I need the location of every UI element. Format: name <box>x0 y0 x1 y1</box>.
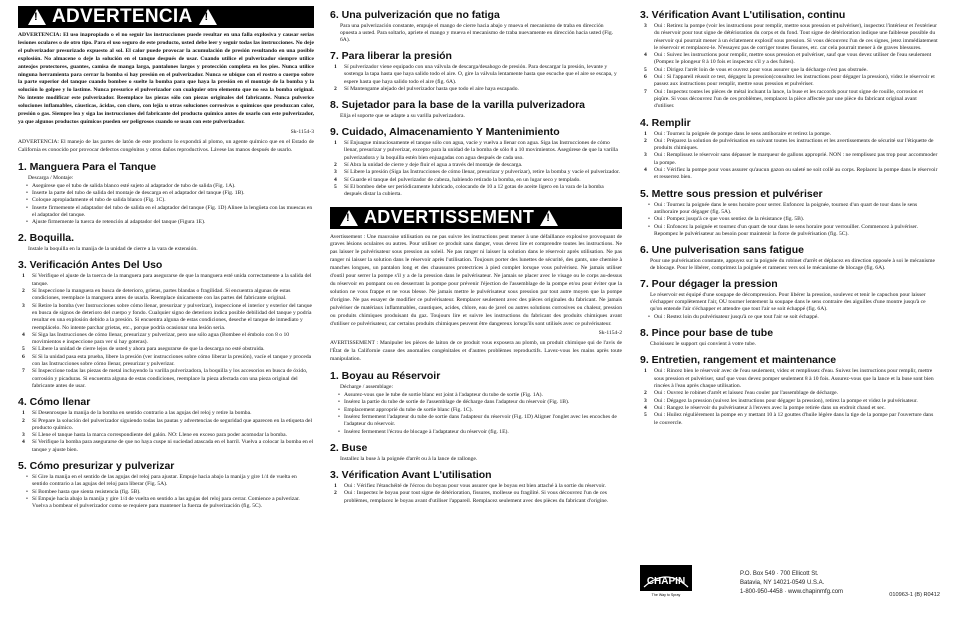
list-item: 7 Sí Inspeccione todas las piezas de metal incluyendo la varilla pulverizadora, la boquilla y los accesorios en busca de óxido, corrosión y picaduras. Si encuentra alguna de estas condiciones, reemplace la pieza afectada con una pieza original del fabricante antes de usar. <box>22 368 308 389</box>
section-title: 2. Buse <box>330 441 368 454</box>
list-item: • Insérez fermement l'écrou de blocage à l'adaptateur du réservoir (fig. 1E). <box>330 429 622 436</box>
list-item: 3 Oui : Dégagez la pression (suivez les instructions pour dégager la pression), retirez la pompe et videz le pulvérisateur. <box>644 397 918 404</box>
list-item: • Oui : Tournez la poignée dans le sens horaire pour serrer. Enfoncez la poignée, tournez d'un quart de tour dans le sens antihoraire pour dégager (fig. 5A). <box>640 202 938 217</box>
section-title: 6. Una pulverización que no fatiga <box>330 9 500 21</box>
list-item: 3 Oui : Retirez la pompe (voir les instructions pour remplir, mettre sous pression et pulvériser), inspectez l'intérieur et l'extérieur du réservoir pour tout signe de détérioration du corps et du fond. Tout signe de détérioration indique une faiblesse possible du réservoir qui pourrait mener à un éclatement explosif sous pression. Si vous découvrez l'un de ces signes, jetez immédiatement le réservoir et remplacez-le. N'essayez pas de corriger toutes fissures, etc. car cela pourrait mener à de graves blessures. <box>644 23 938 51</box>
section-title: 4. Remplir <box>640 116 691 129</box>
list-item: 5 Sí Libere la unidad de cierre lejos de usted y ahora para asegurarse de que la descarga no esté obstruida. <box>22 346 265 353</box>
list-item: 2 Oui : Ouvrez le robinet d'arrêt et laissez l'eau couler par l'assemblage de décharge. <box>644 390 839 397</box>
footer <box>640 565 940 609</box>
section-title: 5. Mettre sous pression et pulvériser <box>640 187 823 200</box>
section-text: Para una pulverización constante, empuje el mango de cierre hacia abajo y mueva el mecanismo de traba en dirección opuesta a usted. Para soltarlo, apriete el mango y mueva el mecanismo de traba nuevamente en dirección hacia usted (Fig. 6A). <box>340 23 614 43</box>
list-item: 3 Sí Retire la bomba (ver Instrucciones sobre cómo llenar, presurizar y pulverizar), inspeccione el interior y exterior del tanque en busca de signos de deterioro del cuerpo y fondo. Cualquier signo de deterioro indica posible debilidad del tanque y podría resultar en una explosión debido a la presión. Si encuentra alguna de estas condiciones, deseche el tanque de inmediato y reemplácelo. No intente parchar grietas, etc., porque podría ocasionar una lesión seria. <box>22 302 312 331</box>
list-item: 2 Oui : Préparez la solution de pulvérisation en suivant toutes les instructions et les avertissements de sécurité sur l'étiquette de produits chimiques. <box>644 137 934 152</box>
list-item: 1 Sí Desenrosque la manija de la bomba en sentido contrario a las agujas del reloj y retire la bomba. <box>22 410 252 417</box>
list-item: 3 Oui : Remplissez le réservoir sans dépasser le marqueur de gallons approprié. NON : ne remplissez pas trop pour accommoder la pompe. <box>644 152 938 166</box>
section-title: 4. Cómo llenar <box>18 396 91 409</box>
address-line: 1-800-950-4458 · www.chapinmfg.com <box>740 589 844 595</box>
f1-list <box>330 392 622 436</box>
advertencia-banner <box>18 6 314 28</box>
list-item: • Asegúrese que el tubo de salida blanco esté sujeto al adaptador de tubo de salida (Fig. 1A). <box>18 183 314 190</box>
list-item: 4 Oui : Vérifiez la pompe pour vous assurer qu'aucun gazon ou saleté ne soit collé au corps. Replacez la pompe dans le réservoir et resserrez bien. <box>644 167 938 181</box>
list-item: 4 Sí Siga las Instrucciones de cómo llenar, presurizar y pulverizar, pero use sólo agua (Bombee el émbolo con 8 o 10 movimientos e inspeccione para ver si hay goteras). <box>22 331 290 346</box>
section-text: Elija el soporte que se adapte a su varilla pulverizadora. <box>340 113 465 120</box>
f5-list <box>640 202 938 238</box>
list-item: • Emplacement approprié du tube de sortie blanc (Fig. 1C). <box>330 407 622 414</box>
advertissement-banner <box>330 207 622 229</box>
s4-list <box>18 410 314 454</box>
list-item: 2 Sí Abra la unidad de cierre y deje fluir el agua a través del montaje de descarga. <box>334 162 523 169</box>
section-title: 3. Vérification Avant L'utilisation <box>330 468 492 481</box>
lead-warning-text: ADVERTENCIA: El manejo de las partes de latón de este producto lo expondrá al plomo, un agente químico que en el Estado de California es conocido por provocar defectos congénitos y otros daños reproductivos. Lávese las manos después de usarlo. <box>18 138 314 153</box>
logo-tagline: The Way to Spray <box>651 593 681 597</box>
banner-title: ADVERTENCIA <box>52 6 193 27</box>
section-text: Choisissez le support qui convient à votre tube. <box>650 341 756 348</box>
list-item: 3 Sí Llene el tanque hasta la marca correspondiente del galón. NO: Llene en exceso para poder acomodar la bomba. <box>22 432 288 439</box>
section-title: 7. Pour dégager la pression <box>640 278 778 291</box>
list-item: • Ajuste firmemente la tuerca de retención al adaptador del tanque (Figura 1E). <box>18 219 314 226</box>
list-item: 5 Oui : Dirigez l'arrêt loin de vous et ouvrez pour vous assurer que la décharge n'est pas obstruée. <box>644 66 868 73</box>
company-address <box>740 570 843 597</box>
list-item: • Oui : Restez loin du pulvérisateur jusqu'à ce que tout l'air se soit échappé. <box>640 314 938 321</box>
list-item: • Sí Bombee hasta que sienta resistencia (fig. 5B). <box>18 489 314 496</box>
warning-text: ADVERTENCIA: El uso inapropiado o el no seguir las instrucciones puede resultar en una falla explosiva y causar serias lesiones oculares o de otro tipo. Para el uso seguro de este producto, usted debe leer y seguir todas las instrucciones. No deje el pulverizador presurizado expuesto al sol. El calor puede provocar la acumulación de presión resultando en una posible explosión. No almacene o deje la solución en el tanque después de usar. Cuando utilice el pulverizador siempre utilice anteojos protectores, guantes, camisa de manga larga, pantalones largos y protección completa en los pies. Nunca utilice ninguna herramienta para cerrar la bomba si hay presión en el pulverizador. Nunca se ubique con el rostro o cuerpo sobre la parte superior del tanque cuando bombee o suelte la bomba para que haya la presión en el montaje de la bomba y la solución lo golpee y lo lastime. Nunca presurice el pulverizador con cualquier otro elemento que no sea la bomba original. No intente modificar este pulverizador. Reemplace las piezas sólo con piezas originales del fabricante. Nunca pulverice soluciones inflamables, cáusticas, ácidas, con cloro, con lejía u otras soluciones corrosivas o químicos que produzcan calor, presión o gas. Siempre lea y siga las instrucciones del fabricante del producto químico antes de usarlo con este pulverizador, ya que algunos productos químicos pueden ser peligrosos cuando se usan con este pulverizador. <box>18 32 314 125</box>
section-title: 3. Vérification Avant L'utilisation, continu <box>640 9 846 21</box>
s7-list <box>330 64 622 93</box>
list-item: 1 Oui : Tournez la poignée de pompe dans le sens antihoraire et retirez la pompe. <box>644 130 832 137</box>
section-title: 8. Pince pour base de tube <box>640 327 774 340</box>
list-item: 6 Sí Si la unidad pasa esta prueba, libere la presión (ver instrucciones sobre cómo liberar la presión), vacíe el tanque y proceda con las Instrucciones sobre cómo llenar, presurizar y pulverizar. <box>22 353 312 368</box>
list-item: 1 Sí pulverizador viene equipado con una válvula de descarga/desahogo de presión. Para descargar la presión, levante y sostenga la tapa hasta que haya salido todo el aire. O, gire la válvula lentamente hasta que escuche que el aire se escapa, y espere hasta que haya salido todo el aire (fig. 6A). <box>334 64 617 85</box>
lead-warning-text: AVERTISSEMENT : Manipuler les pièces de laiton de ce produit vous exposera au plomb, un produit chimique qui de l'avis de l'État de la Californie cause des anomalies congénitales et d'autres problèmes reproductifs. Lavez-vous les mains après toute manipulation. <box>330 340 622 363</box>
french-column-3 <box>640 6 938 558</box>
list-item: 2 Sí Inspeccione la manguera en busca de deterioro, grietas, partes blandas o fragilidad. Si encuentra algunas de estas condiciones, reemplace la manguera antes de usarla. Reemplace únicamente con las partes del fabricante original. <box>22 288 291 302</box>
s9-list <box>330 140 622 198</box>
chapin-logo-icon <box>640 565 692 599</box>
list-item: • Assurez-vous que le tube de sortie blanc est joint à l'adapteur du tube de sortie (Fig. 1A). <box>330 392 622 399</box>
warning-triangle-icon: ! <box>340 210 358 226</box>
list-item: 1 Oui : Vérifiez l'étanchéité de l'écrou du boyau pour vous assurer que le boyau est bien attaché à la sortie du réservoir. <box>334 482 606 489</box>
section-title: 7. Para liberar la presión <box>330 50 452 62</box>
s5-list <box>18 474 314 510</box>
section-title: 9. Entretien, rangement et maintenance <box>640 354 837 367</box>
section-title: 3. Verificación Antes Del Uso <box>18 259 163 272</box>
list-item: 4 Sí Guarde el tanque del pulverizador de cabeza, habiendo retirado la bomba, en un lugar seco y templado. <box>334 176 581 183</box>
section-title: 5. Cómo presurizar y pulverizar <box>18 460 175 472</box>
banner-title: ADVERTISSEMENT <box>364 207 535 228</box>
s3-list <box>18 273 314 390</box>
f3-list <box>330 483 622 505</box>
mixed-column-2 <box>330 6 622 612</box>
section-title: 9. Cuidado, Almacenamiento Y Mantenimiento <box>330 126 560 139</box>
list-item: 4 Sí Verifique la bomba para asegurarse de que no haya cuspe ni suciedad atascada en el barril. Vuelva a colocar la bomba en el tanque y ajuste bien. <box>22 439 314 453</box>
warning-triangle-icon: ! <box>199 9 217 25</box>
list-item: 5 Sí El bombeo debe ser periódicamente lubricado, colocando de 10 a 12 gotas de aceite ligero en la vara de la bomba después distar la cubierta. <box>334 183 604 198</box>
section-text: Instale la boquilla en la manija de la unidad de cierre a la vara de extensión. <box>28 246 198 253</box>
warning-triangle-icon: ! <box>28 9 46 25</box>
section-title: 1. Boyau au Réservoir <box>330 370 441 383</box>
list-item: 1 Sí Verifique el ajuste de la tuerca de la manguera para asegurarse de que la manguera esté unida correctamente a la salida del tanque. <box>22 273 312 287</box>
part-number: 010963-1 (B) R0412 <box>889 592 940 598</box>
warning-triangle-icon: ! <box>540 210 558 226</box>
list-item: • Oui : Enfoncez la poignée et tournez d'un quart de tour dans le sens horaire pour verrouiller. Commencez à pulvériser. Repompez le pulvérisateur au besoin pour maintenir la force de pulvérisation (fig. 5C). <box>640 224 938 239</box>
list-item: • Oui : Pompez jusqu'à ce que vous sentiez de la résistance (fig. 5B). <box>640 216 938 223</box>
f7-list <box>640 314 938 321</box>
address-line: P.O. Box 549 · 700 Ellicott St. <box>740 571 819 577</box>
section-text: Installez la buse à la poignée d'arrêt ou à la lance de rallonge. <box>340 455 478 462</box>
list-item: 4 Oui : Rangez le réservoir du pulvérisateur à l'envers avec la pompe retirée dans un endroit chaud et sec. <box>644 404 886 411</box>
sk-code: Sk-1154-3 <box>290 128 314 135</box>
section-text: Pour une pulvérisation constante, appuyez sur la poignée du robinet d'arrêt et déplacez en direction opposée à soi le mécanisme de blocage. Pour le libérer, comprimez la poignée et ramenez vers soi le mécanisme de blocage (fig. 6A). <box>650 258 935 272</box>
list-item: 4 Oui : Suivez les instructions pour remplir, mettre sous pression et pulvériser, sauf que vous devez utiliser de l'eau seulement (Pompez le plongeur 8 à 10 fois et inspectez s'il y a des fuites). <box>644 52 932 66</box>
list-item: 2 Sí Mantengame alejado del pulverizador hasta que todo el aire haya escapado. <box>334 85 519 92</box>
sk-code: Sk-1154-2 <box>598 330 622 337</box>
list-item: • Coloque apropiadamente el tubo de salida blanco (Fig. 1C). <box>18 197 314 204</box>
section-title: 2. Boquilla. <box>18 232 75 245</box>
section-title: 8. Sujetador para la base de la varilla pulverizadora <box>330 99 586 112</box>
section-subtitle: Descarga / Montaje: <box>28 174 74 181</box>
list-item: 6 Oui : Si l'appareil réussit ce test, dégagez la pression(consultez les instructions pour dégager la pression), videz le réservoir et passez aux instructions pour remplir, mettre sous pression et pulvériser. <box>644 74 935 88</box>
list-item: 1 Sí Enjuague minuciosamente el tanque sólo con agua, vacíe y vuelva a llenar con agua. Siga las Instrucciones de cómo llenar, presurizar y pulverizar, excepto para la unidad de la bomba de sólo 8 a 10 movimientos. Asegúrese de que la varilla pulverizadora y la boquilla estén bien enjuagadas con agua después de cada uso. <box>334 140 618 161</box>
f3c-list <box>640 23 938 111</box>
list-item: • Inserte firmemente el adaptador del tubo de salida en el adaptador del tanque (Fig. 1D) Alinee la lengüeta con las muescas en el adaptador del tanque. <box>18 205 314 220</box>
section-title: 6. Une pulverisation sans fatigue <box>640 244 804 257</box>
list-item: 7 Oui : Inspectez toutes les pièces de métal incluant la lance, la buse et les raccords pour tout signe de rouille, corrosion et piqûre. Si vous découvrez l'un de ces problèmes, remplacez la pièce affectée par une pièce du fabricant original avant d'utiliser. <box>644 88 924 110</box>
section-subtitle: Décharge / assemblage: <box>340 384 394 391</box>
list-item: • Sí Empuje hacia abajo la manija y gire 1/4 de vuelta en sentido a las agujas del reloj para cerrar. Comience a pulverizar. Vuelva a bombear el pulverizador como se requiere para mantener la fuerza de pulverización (fig. 5C). <box>18 496 314 511</box>
list-item: • Insérez fermement l'adapteur du tube de sortie dans l'adapteur du réservoir (Fig. 1D) Aligner l'onglet avec les encoches de l'adapteur du réservoir. <box>330 414 622 429</box>
list-item: 5 Oui : Huilez régulièrement la pompe en y mettant 10 à 12 gouttes d'huile légère dans la tige de la pompe par l'ouverture dans le couvercle. <box>644 412 934 426</box>
section-text: Le réservoir est équipé d'une soupape de décompression. Pour libérer la pression, soulevez et tenir le capuchon pour laisser s'échapper complètement l'air, OU tourner lentement la soupape dans le sens contraire des aiguilles d'une montre jusqu'à ce qu'on entende l'air s'échapper et attendre que tout l'air se soit échappé (fig. 6A). <box>650 292 926 313</box>
list-item: 1 Oui : Rincez bien le réservoir avec de l'eau seulement, videz et remplissez d'eau. Suivez les instructions pour remplir, mettre sous pression et pulvériser, sauf que vous devez pomper seulement 8 à 10 fois. Assurez-vous que la lance et la buse sont bien rincées à l'eau après chaque utilisation. <box>644 368 934 390</box>
warning-text: Avertissement : Une mauvaise utilisation ou ne pas suivre les instructions peut mener à une défaillance explosive provoquant de graves lésions oculaires ou autres. Pour utiliser ce produit sans danger, vous devez lire et comprendre toutes les instructions. Ne pas laisser le pulvérisateur sous pression au soleil. Ne pas ranger ni laisser la solution dans le réservoir après utilisation. Ne pas ranger ni laisser la solution dans le réservoir après l'utilisation. Toujours porter des lunettes de sécurité, des gants, une chemise à manches longues, un pantalon long et des chaussures protectrices à pied complet lorsque vous pulvérisez. Ne jamais utiliser d'outil pour serrer la pompe s'il y a de la pression dans le pulvérisateur. Ne jamais se placer avec le visage ou le corps au-dessus du réservoir en pompant ou en desserrant la pompe pour prévenir l'éjection de l'assemblage de la pompe et/ou pour éviter que la solution ne vous frappe et ne vous blesse. Ne jamais mettre le pulvérisateur sous pression par tout autre moyen que la pompe d'origine. Ne pas essayer de modifier ce pulvérisateur. Remplacer seulement avec des pièces originales du fabricant. Ne jamais pulvériser de matériaux inflammables, caustiques, acides, chlore, eau de javel ou autres solutions corrosives ou chaleur, pression ou produits chimiques produisant du gaz. Toujours lire et suivre les instructions du fabricant des produits chimiques avant d'utiliser ce pulvérisateur, car certains produits chimiques peuvent être dangereux lorsqu'ils sont utilisés avec ce pulvérisateur. <box>330 233 622 327</box>
section-title: 1. Manguera Para el Tanque <box>18 160 157 173</box>
f4-list <box>640 131 938 182</box>
logo-text: CHAPIN <box>646 576 686 587</box>
list-item: 2 Oui : Inspectez le boyau pour tout signe de détérioration, fissures, mollesse ou fragilité. Si vous découvrez l'un de ces problèmes, remplacez le boyau avant d'utiliser l'appareil. Remplacez seulement avec des pièces du fabricant d'origine. <box>334 490 609 504</box>
list-item: • Sí Gire la manija en el sentido de las agujas del reloj para ajustar. Empuje hacia abajo la manija y gire 1/4 de vuelta en sentido contrario a las agujas del reloj para liberar (Fig. 5A). <box>18 474 314 489</box>
s1-list <box>18 183 314 227</box>
list-item: • Insérez la partie du tube de sortie de l'assemblage de décharge dans l'adapteur du réservoir (Fig. 1B). <box>330 399 622 406</box>
f9-list <box>640 368 938 426</box>
spanish-column-1 <box>18 6 314 612</box>
list-item: • Inserte la parte del tubo de salida del montaje de descarga en el adaptador del tanque (Fig. 1B). <box>18 190 314 197</box>
list-item: 3 Sí Libere la presión (Siga las Instrucciones de cómo llenar, presurizar y pulverizar), retire la bomba y vacíe el pulverizador. <box>334 169 620 176</box>
list-item: 2 Sí Prepare la solución del pulverizador siguiendo todas las pautas y advertencias de seguridad que aparecen en la etiqueta del producto químico. <box>22 417 313 431</box>
address-line: Batavia, NY 14021-0549 U.S.A. <box>740 580 825 586</box>
